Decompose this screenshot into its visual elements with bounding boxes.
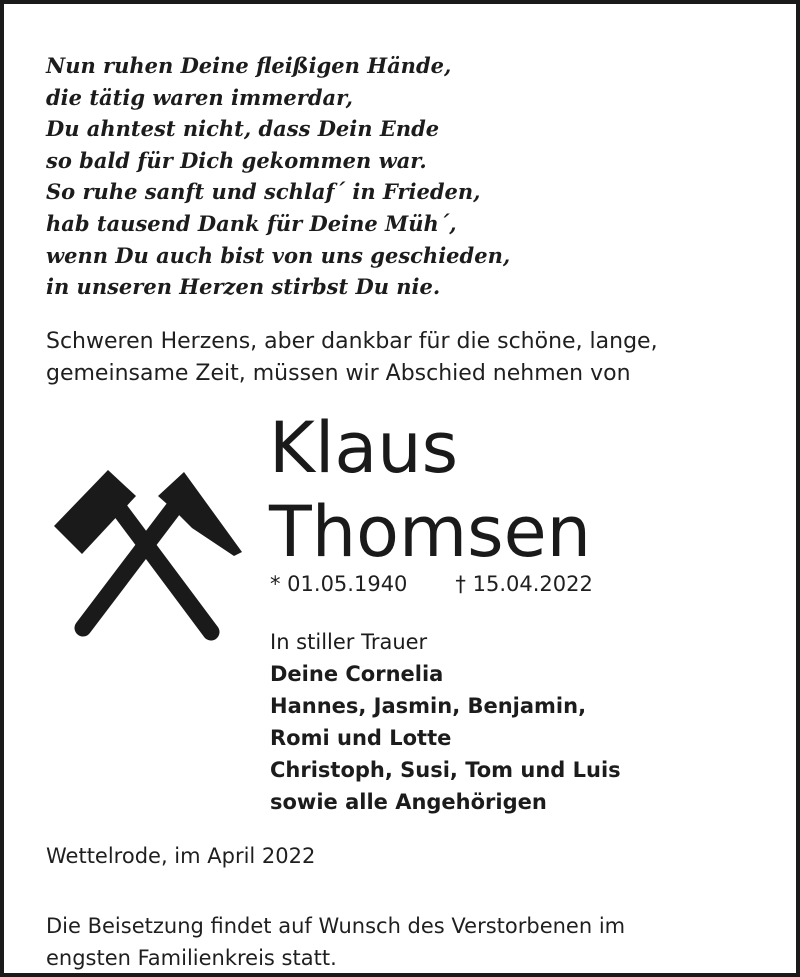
- mourner-name: Hannes, Jasmin, Benjamin,: [270, 694, 587, 718]
- death-date: † 15.04.2022: [455, 572, 593, 596]
- last-name: Thomsen: [269, 491, 592, 573]
- mourner-list: [270, 658, 621, 818]
- birth-date: * 01.05.1940: [270, 572, 408, 596]
- deceased-name: [269, 406, 591, 574]
- hammer-and-pick-icon: [46, 462, 252, 648]
- mourning-lead: In stiller Trauer: [270, 630, 428, 654]
- poem-line: Nun ruhen Deine fleißigen Hände,: [46, 53, 452, 78]
- notice-line: engsten Familienkreis statt.: [46, 946, 337, 970]
- poem-line: wenn Du auch bist von uns geschieden,: [46, 242, 511, 268]
- intro-line: gemeinsame Zeit, müssen wir Abschied nehmen von: [46, 361, 631, 386]
- intro-text: [46, 326, 766, 390]
- poem-line: in unseren Herzen stirbst Du nie.: [46, 274, 441, 300]
- memorial-poem: [46, 50, 510, 303]
- mourners-block: [270, 626, 621, 818]
- intro-line: Schweren Herzens, aber dankbar für die schöne, lange,: [46, 329, 658, 354]
- poem-line: hab tausend Dank für Deine Müh´,: [46, 210, 457, 236]
- first-name: Klaus: [269, 407, 459, 489]
- mourner-name: Deine Cornelia: [270, 662, 444, 686]
- mourner-name: Christoph, Susi, Tom und Luis: [270, 758, 621, 782]
- mourner-name: sowie alle Angehörigen: [270, 790, 547, 814]
- mourner-name: Romi und Lotte: [270, 726, 452, 750]
- poem-line: so bald für Dich gekommen war.: [46, 147, 427, 173]
- poem-line: So ruhe sanft und schlaf´ in Frieden,: [46, 179, 481, 205]
- life-dates: [270, 570, 593, 598]
- poem-line: Du ahntest nicht, dass Dein Ende: [46, 116, 440, 142]
- funeral-notice: [46, 910, 625, 974]
- poem-line: die tätig waren immerdar,: [46, 84, 353, 110]
- notice-line: Die Beisetzung findet auf Wunsch des Verstorbenen im: [46, 914, 626, 938]
- place-and-date: Wettelrode, im April 2022: [46, 844, 316, 868]
